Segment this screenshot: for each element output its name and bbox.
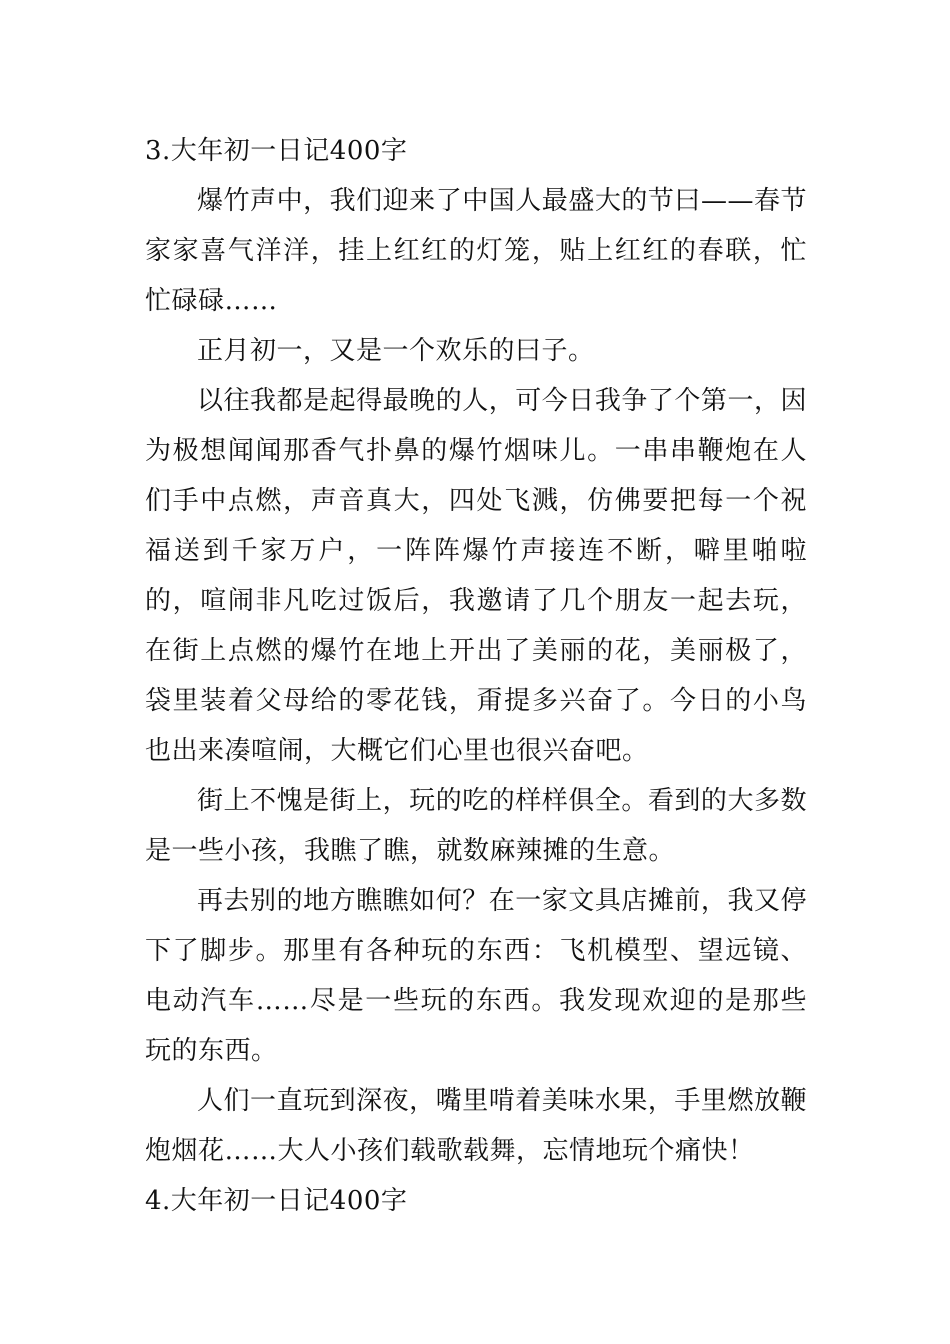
paragraph-6: 人们一直玩到深夜，嘴里啃着美味水果，手里燃放鞭炮烟花……大人小孩们载歌载舞，忘情地玩个痛快！ xyxy=(145,1086,807,1166)
section-heading-3: 3.大年初一日记400字 xyxy=(145,136,408,166)
paragraph-2: 正月初一，又是一个欢乐的曰子。 xyxy=(197,336,595,366)
paragraph-3: 以往我都是起得最晚的人，可今日我争了个第一，因为极想闻闻那香气扑鼻的爆竹烟味儿。一串串鞭炮在人们手中点燃，声音真大，四处飞溅，仿佛要把每一个祝福送到千家万户，一阵阵爆竹声接连不断，噼里啪啦的，喧闹非凡吃过饭后，我邀请了几个朋友一起去玩，在街上点燃的爆竹在地上开出了美丽的花，美丽极了，袋里装着父母给的零花钱，甭提多兴奋了。今日的小鸟也出来凑喧闹，大概它们心里也很兴奋吧。 xyxy=(145,386,807,766)
document-body xyxy=(145,126,807,1226)
paragraph-1: 爆竹声中，我们迎来了中国人最盛大的节曰——春节家家喜气洋洋，挂上红红的灯笼，贴上红红的春联，忙忙碌碌…… xyxy=(145,186,807,316)
section-heading-4: 4.大年初一日记400字 xyxy=(145,1186,408,1216)
paragraph-4: 街上不愧是街上，玩的吃的样样俱全。看到的大多数是一些小孩，我瞧了瞧，就数麻辣摊的生意。 xyxy=(145,786,807,866)
paragraph-5: 再去别的地方瞧瞧如何？在一家文具店摊前，我又停下了脚步。那里有各种玩的东西：飞机模型、望远镜、电动汽车……尽是一些玩的东西。我发现欢迎的是那些玩的东西。 xyxy=(145,886,807,1066)
